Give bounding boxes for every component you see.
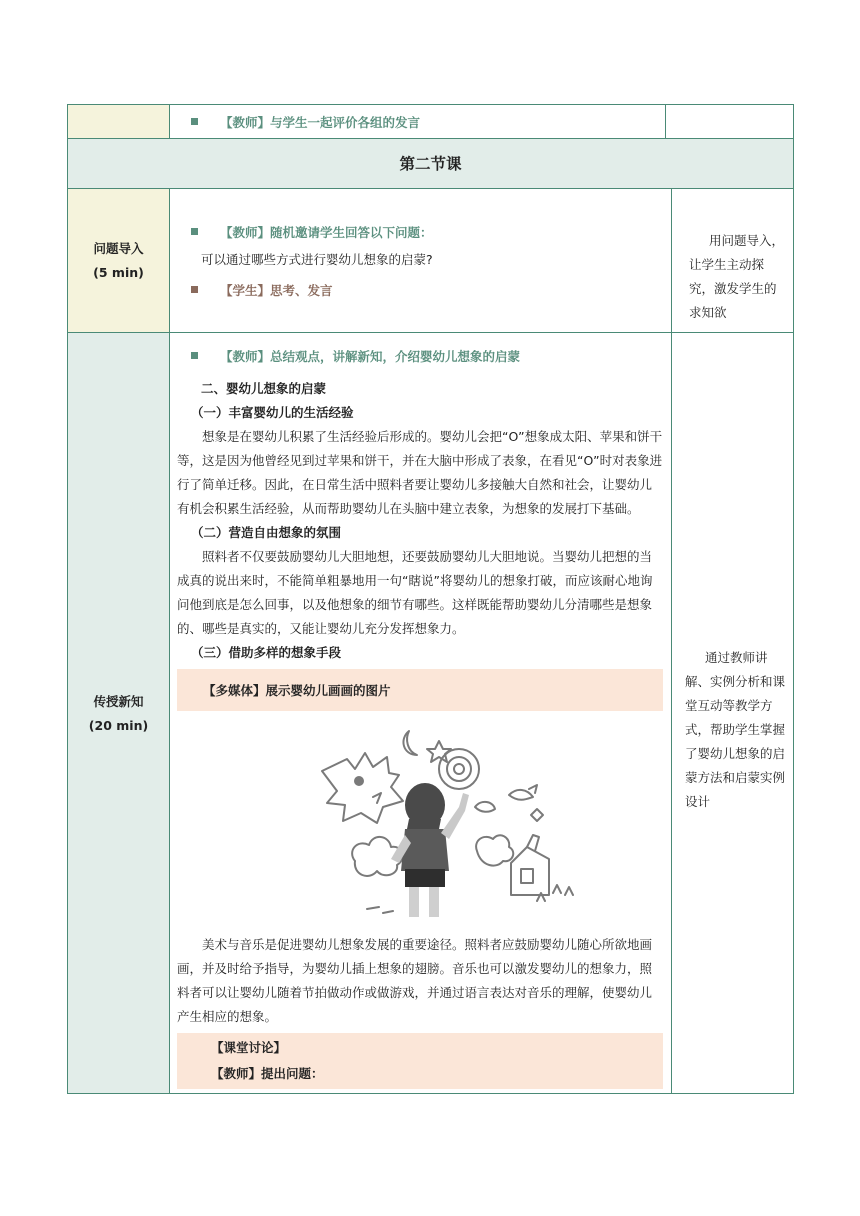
media-label: 【多媒体】展示婴幼儿画画的图片	[203, 683, 391, 698]
subheading-2: （二）营造自由想象的氛围	[191, 525, 342, 540]
discussion-label: 【课堂讨论】	[211, 1040, 287, 1055]
col-divider-4	[671, 188, 672, 1093]
intro-note: 用问题导入，让学生主动探究，激发学生的求知欲	[689, 233, 785, 320]
teach-duration: (20 min)	[88, 718, 149, 733]
row0-label-cell	[68, 105, 169, 138]
row-divider-3	[68, 332, 793, 333]
teach-content-cell	[169, 333, 671, 1093]
child-drawing-illustration	[177, 711, 663, 931]
intro-content-cell	[169, 189, 671, 332]
bullet-icon	[191, 228, 198, 235]
row0-content-cell	[169, 105, 665, 138]
col-divider-2	[665, 105, 666, 138]
paragraph-3: 美术与音乐是促进婴幼儿想象发展的重要途径。照料者应鼓励婴幼儿随心所欲地画画，并及时给予指导，为婴幼儿插上想象的翅膀。音乐也可以激发婴幼儿的想象力，照料者可以让婴幼儿随着节拍做动作或做游戏，并通过语言表达对音乐的理解，使婴幼儿产生相应的想象。	[177, 937, 653, 1024]
section-title: 第二节课	[399, 155, 462, 173]
bullet-icon	[191, 352, 198, 359]
teach-label-cell	[68, 333, 169, 1093]
subheading-1: （一）丰富婴幼儿的生活经验	[191, 405, 354, 420]
row-divider-2	[68, 188, 793, 189]
intro-student-line: 【学生】思考、发言	[220, 283, 333, 298]
col-divider-1	[169, 105, 170, 138]
intro-label: 问题导入	[93, 241, 144, 256]
section-title-cell	[68, 139, 793, 188]
teach-note: 通过教师讲解、实例分析和课堂互动等教学方式，帮助学生掌握了婴幼儿想象的启蒙方法和启蒙实例设计	[685, 650, 786, 809]
row0-teacher-line: 【教师】与学生一起评价各组的发言	[220, 115, 421, 130]
intro-question: 可以通过哪些方式进行婴幼儿想象的启蒙?	[201, 252, 433, 267]
paragraph-1: 想象是在婴幼儿积累了生活经验后形成的。婴幼儿会把“O”想象成太阳、苹果和饼干等，这是因为他曾经见到过苹果和饼干，并在大脑中形成了表象，在看见“O”时对表象进行了简单迁移。因此，在日常生活中照料者要让婴幼儿多接触大自然和社会，让婴幼儿有机会积累生活经验，从而帮助婴幼儿在头脑中建立表象，为想象的发展打下基础。	[177, 429, 663, 516]
teach-teacher-line: 【教师】总结观点，讲解新知，介绍婴幼儿想象的启蒙	[220, 349, 521, 364]
row-divider-1	[68, 138, 793, 139]
media-banner	[177, 669, 663, 711]
paragraph-2: 照料者不仅要鼓励婴幼儿大胆地想，还要鼓励婴幼儿大胆地说。当婴幼儿把想的当成真的说出来时，不能简单粗暴地用一句“瞎说”将婴幼儿的想象打破，而应该耐心地询问他到底是怎么回事，以及他想象的细节有哪些。这样既能帮助婴幼儿分清哪些是想象的、哪些是真实的，又能让婴幼儿充分发挥想象力。	[177, 549, 653, 636]
teach-label: 传授新知	[93, 694, 144, 709]
intro-label-cell	[68, 189, 169, 332]
intro-duration: (5 min)	[93, 265, 144, 280]
col-divider-3	[169, 188, 170, 1093]
intro-teacher-line: 【教师】随机邀请学生回答以下问题：	[220, 225, 433, 240]
discussion-box	[177, 1033, 663, 1089]
teacher-ask-line: 【教师】提出问题：	[211, 1066, 324, 1081]
teach-heading: 二、婴幼儿想象的启蒙	[201, 381, 327, 396]
subheading-3: （三）借助多样的想象手段	[191, 645, 342, 660]
child-drawing-image	[177, 711, 663, 931]
bullet-icon	[191, 286, 198, 293]
lesson-table	[67, 104, 794, 1094]
bullet-icon	[191, 118, 198, 125]
